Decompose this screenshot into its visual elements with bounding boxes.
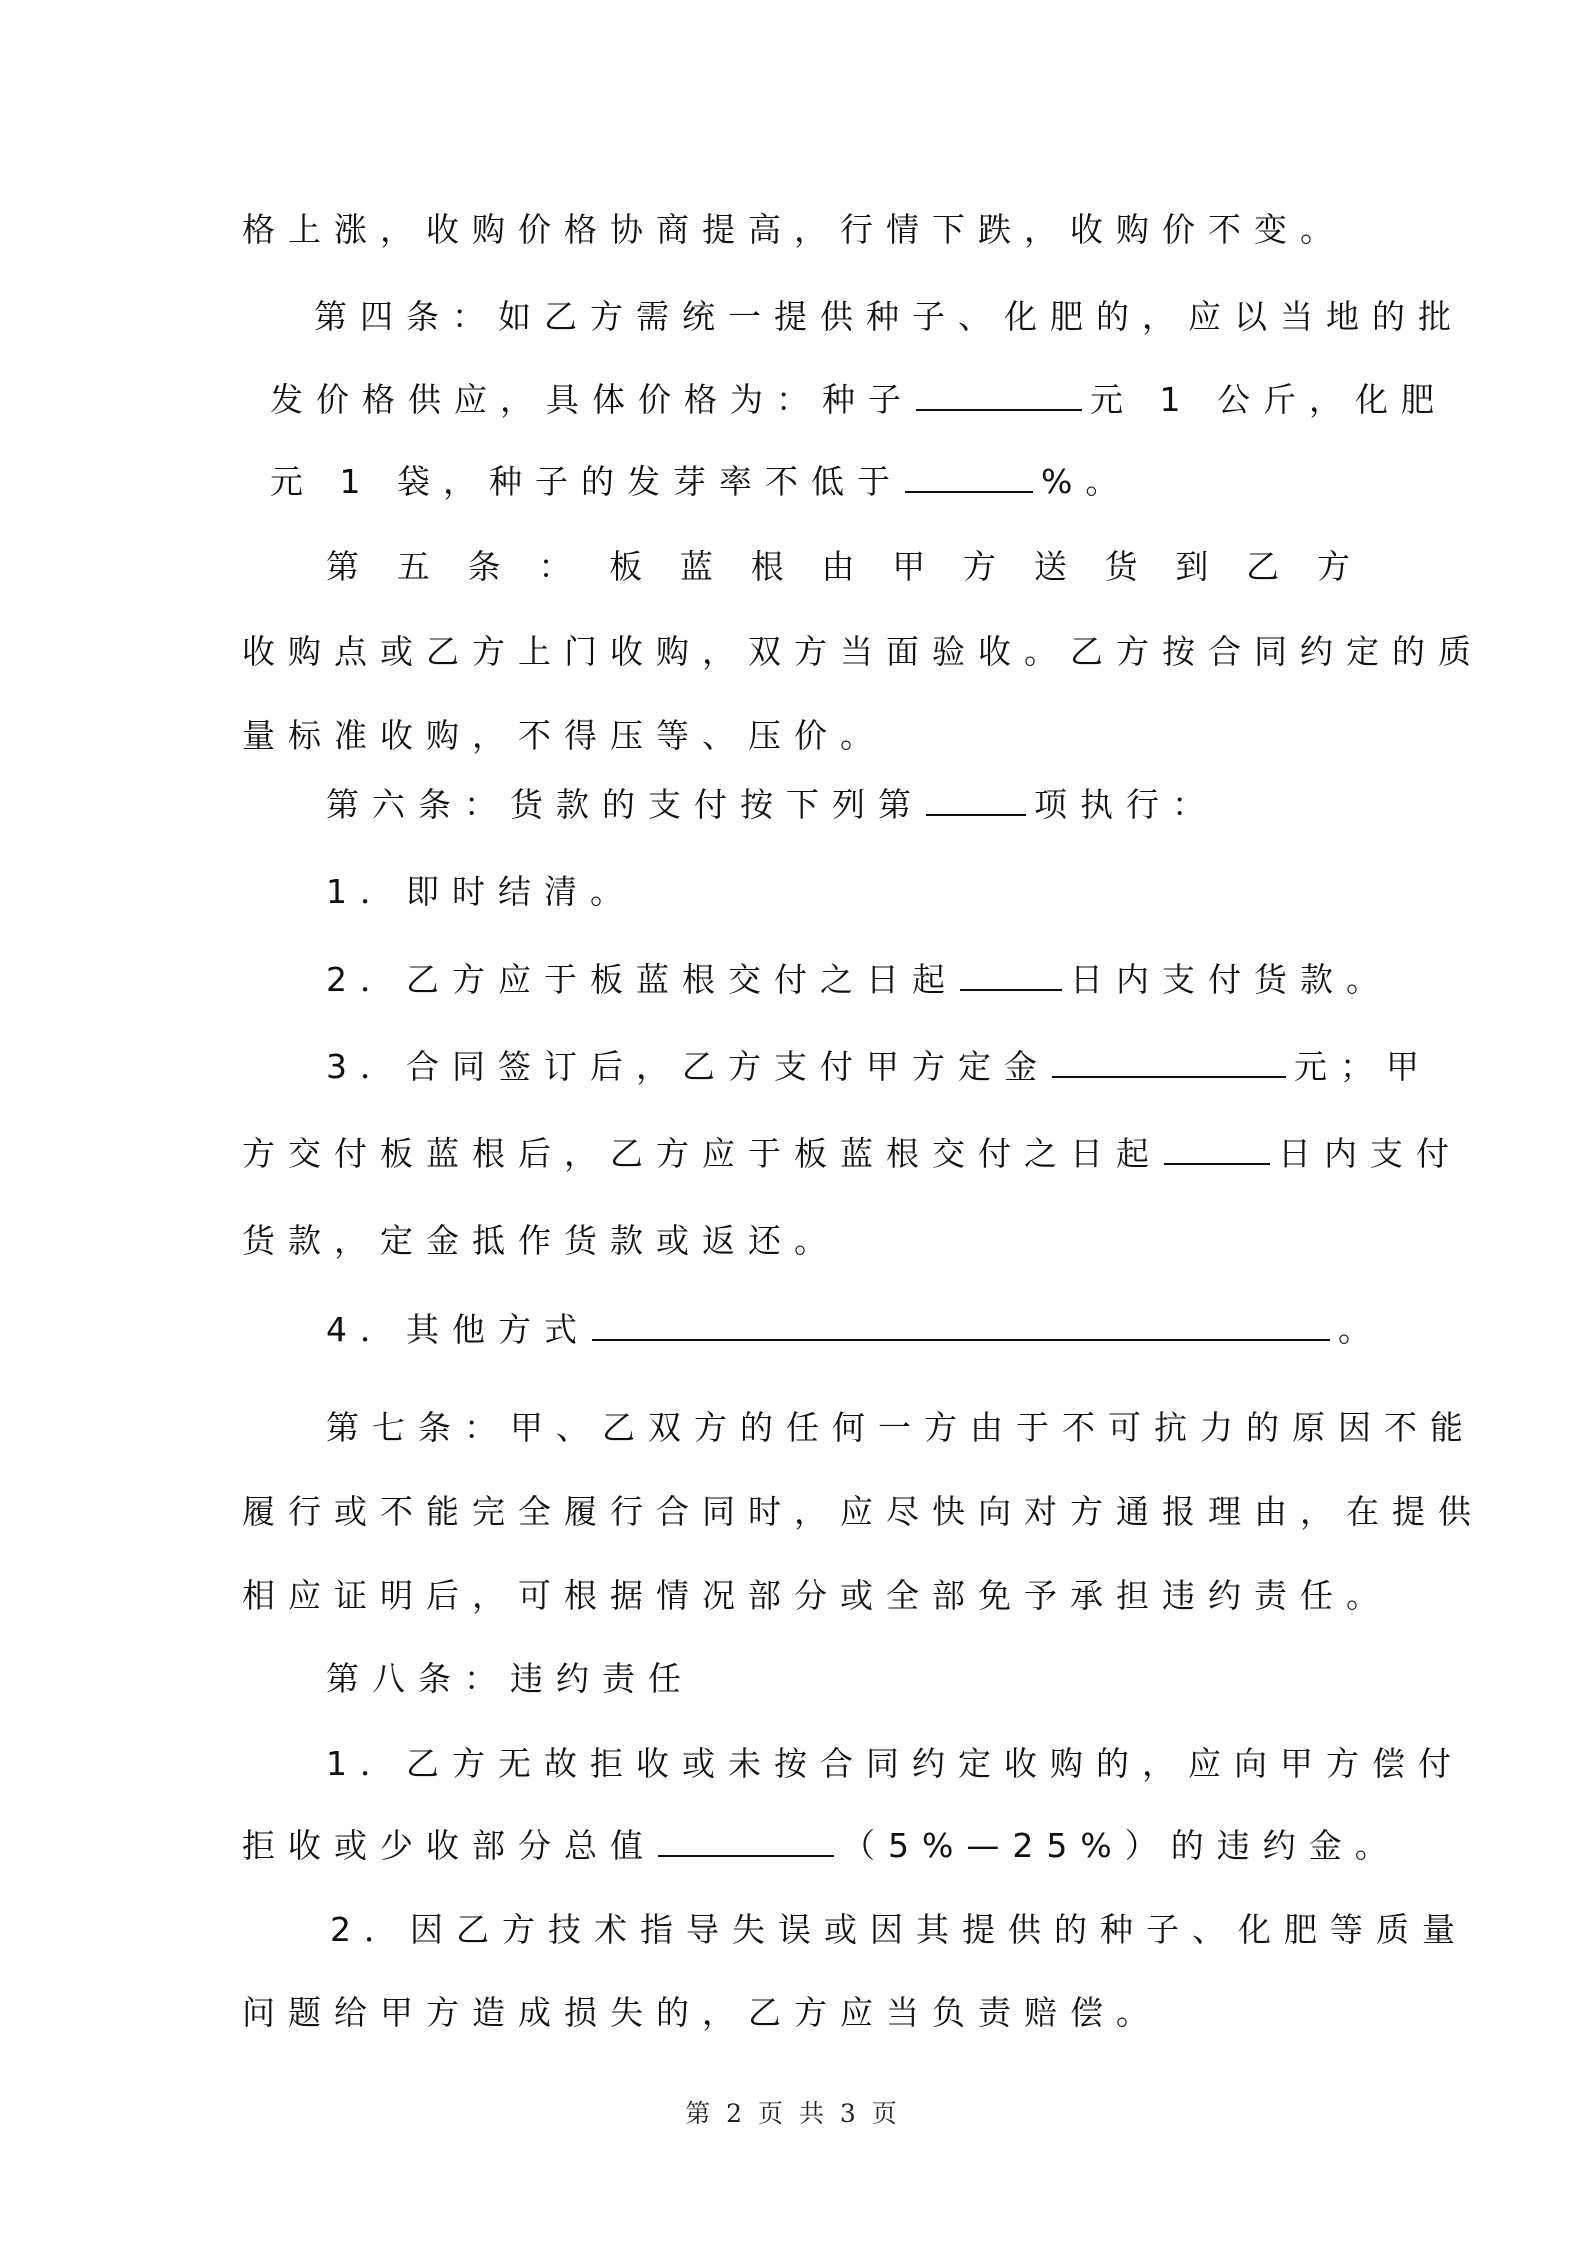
article-8-heading	[326, 1656, 1350, 1702]
heading-char: 方	[963, 547, 997, 586]
line-text: 日内支付	[1278, 1134, 1462, 1173]
article-6-heading	[326, 782, 1350, 828]
heading-char: 蓝	[679, 547, 713, 586]
line-text: （5%—25%）的违约金。	[842, 1826, 1401, 1865]
heading-char: 五	[396, 547, 430, 586]
text-line	[242, 1573, 1392, 1619]
heading-char: 乙	[1246, 547, 1280, 586]
text-line	[242, 207, 1350, 253]
line-text: 2．乙方应于板蓝根交付之日起	[326, 960, 958, 999]
text-line	[242, 713, 1350, 759]
fill-blank-penalty-amount[interactable]	[658, 1854, 834, 1857]
line-text: 拒收或少收部分总值	[242, 1826, 656, 1865]
heading-char: 第	[326, 547, 359, 586]
line-text: 发价格供应，具体价格为：种子	[270, 380, 914, 419]
line-text: 。	[1338, 1310, 1384, 1349]
list-item	[326, 1044, 1432, 1090]
text-line	[242, 1990, 1350, 2036]
heading-char: 甲	[892, 547, 926, 586]
heading-char: 到	[1175, 547, 1209, 586]
line-text: 第七条：甲、乙双方的任何一方由于不可抗力的原因不能	[326, 1408, 1476, 1447]
line-text: 1．乙方无故拒收或未按合同约定收购的，应向甲方偿付	[326, 1744, 1464, 1783]
line-text: 第六条：货款的支付按下列第	[326, 785, 924, 824]
line-text: 2．因乙方技术指导失误或因其提供的种子、化肥等质量	[330, 1910, 1468, 1949]
fill-blank-germination-rate[interactable]	[905, 490, 1033, 493]
line-text: 收购点或乙方上门收购，双方当面验收。乙方按合同约定的质	[242, 632, 1484, 671]
line-text: 项执行：	[1034, 785, 1218, 824]
heading-char: 条	[467, 547, 501, 586]
line-text: 4．其他方式	[326, 1310, 590, 1349]
fill-blank-payment-option[interactable]	[926, 813, 1026, 816]
fill-blank-other-method[interactable]	[592, 1338, 1330, 1341]
list-item	[326, 1741, 1464, 1787]
line-text: 元 1 袋，种子的发芽率不低于	[270, 462, 903, 501]
fill-blank-delivery-days[interactable]	[1164, 1162, 1270, 1165]
heading-char: 由	[821, 547, 855, 586]
list-item	[326, 957, 1392, 1003]
line-text: 1．即时结清。	[326, 872, 636, 911]
line-text: 货款，定金抵作货款或返还。	[242, 1221, 840, 1260]
line-text: 3．合同签订后，乙方支付甲方定金	[326, 1047, 1050, 1086]
article-5-heading	[326, 544, 1350, 590]
fill-blank-payment-days[interactable]	[960, 988, 1062, 991]
text-line	[270, 459, 1378, 505]
text-line	[242, 1823, 1401, 1869]
text-line	[242, 629, 1484, 675]
line-text: 格上涨，收购价格协商提高，行情下跌，收购价不变。	[242, 210, 1346, 249]
line-text: 日内支付货款。	[1070, 960, 1392, 999]
heading-char: 板	[609, 547, 643, 586]
list-item	[326, 1307, 1384, 1353]
text-line	[270, 377, 1447, 423]
article-4-heading	[314, 294, 1464, 340]
line-text: 元；甲	[1294, 1047, 1432, 1086]
heading-char: 方	[1316, 547, 1350, 586]
line-text: 第八条：违约责任	[326, 1659, 694, 1698]
line-text: 方交付板蓝根后，乙方应于板蓝根交付之日起	[242, 1134, 1162, 1173]
line-text: 相应证明后，可根据情况部分或全部免予承担违约责任。	[242, 1576, 1392, 1615]
fill-blank-seed-price[interactable]	[916, 408, 1082, 411]
heading-char: 送	[1033, 547, 1067, 586]
line-text: %。	[1040, 462, 1132, 501]
list-item	[326, 869, 1350, 915]
line-text: 第四条：如乙方需统一提供种子、化肥的，应以当地的批	[314, 297, 1464, 336]
list-item	[330, 1907, 1468, 1953]
heading-char: 根	[750, 547, 784, 586]
page-indicator: 第 2 页 共 3 页	[685, 2099, 901, 2128]
text-line	[242, 1218, 1350, 1264]
text-line	[242, 1131, 1462, 1177]
line-text: 问题给甲方造成损失的，乙方应当负责赔偿。	[242, 1993, 1162, 2032]
line-text: 履行或不能完全履行合同时，应尽快向对方通报理由，在提供	[242, 1492, 1484, 1531]
heading-char: 货	[1104, 547, 1138, 586]
text-line	[242, 1489, 1484, 1535]
article-7-heading	[326, 1405, 1476, 1451]
line-text: 元 1 公斤，化肥	[1090, 380, 1447, 419]
line-text: 量标准收购，不得压等、压价。	[242, 716, 886, 755]
fill-blank-deposit-amount[interactable]	[1052, 1075, 1286, 1078]
heading-char: ：	[538, 547, 572, 586]
